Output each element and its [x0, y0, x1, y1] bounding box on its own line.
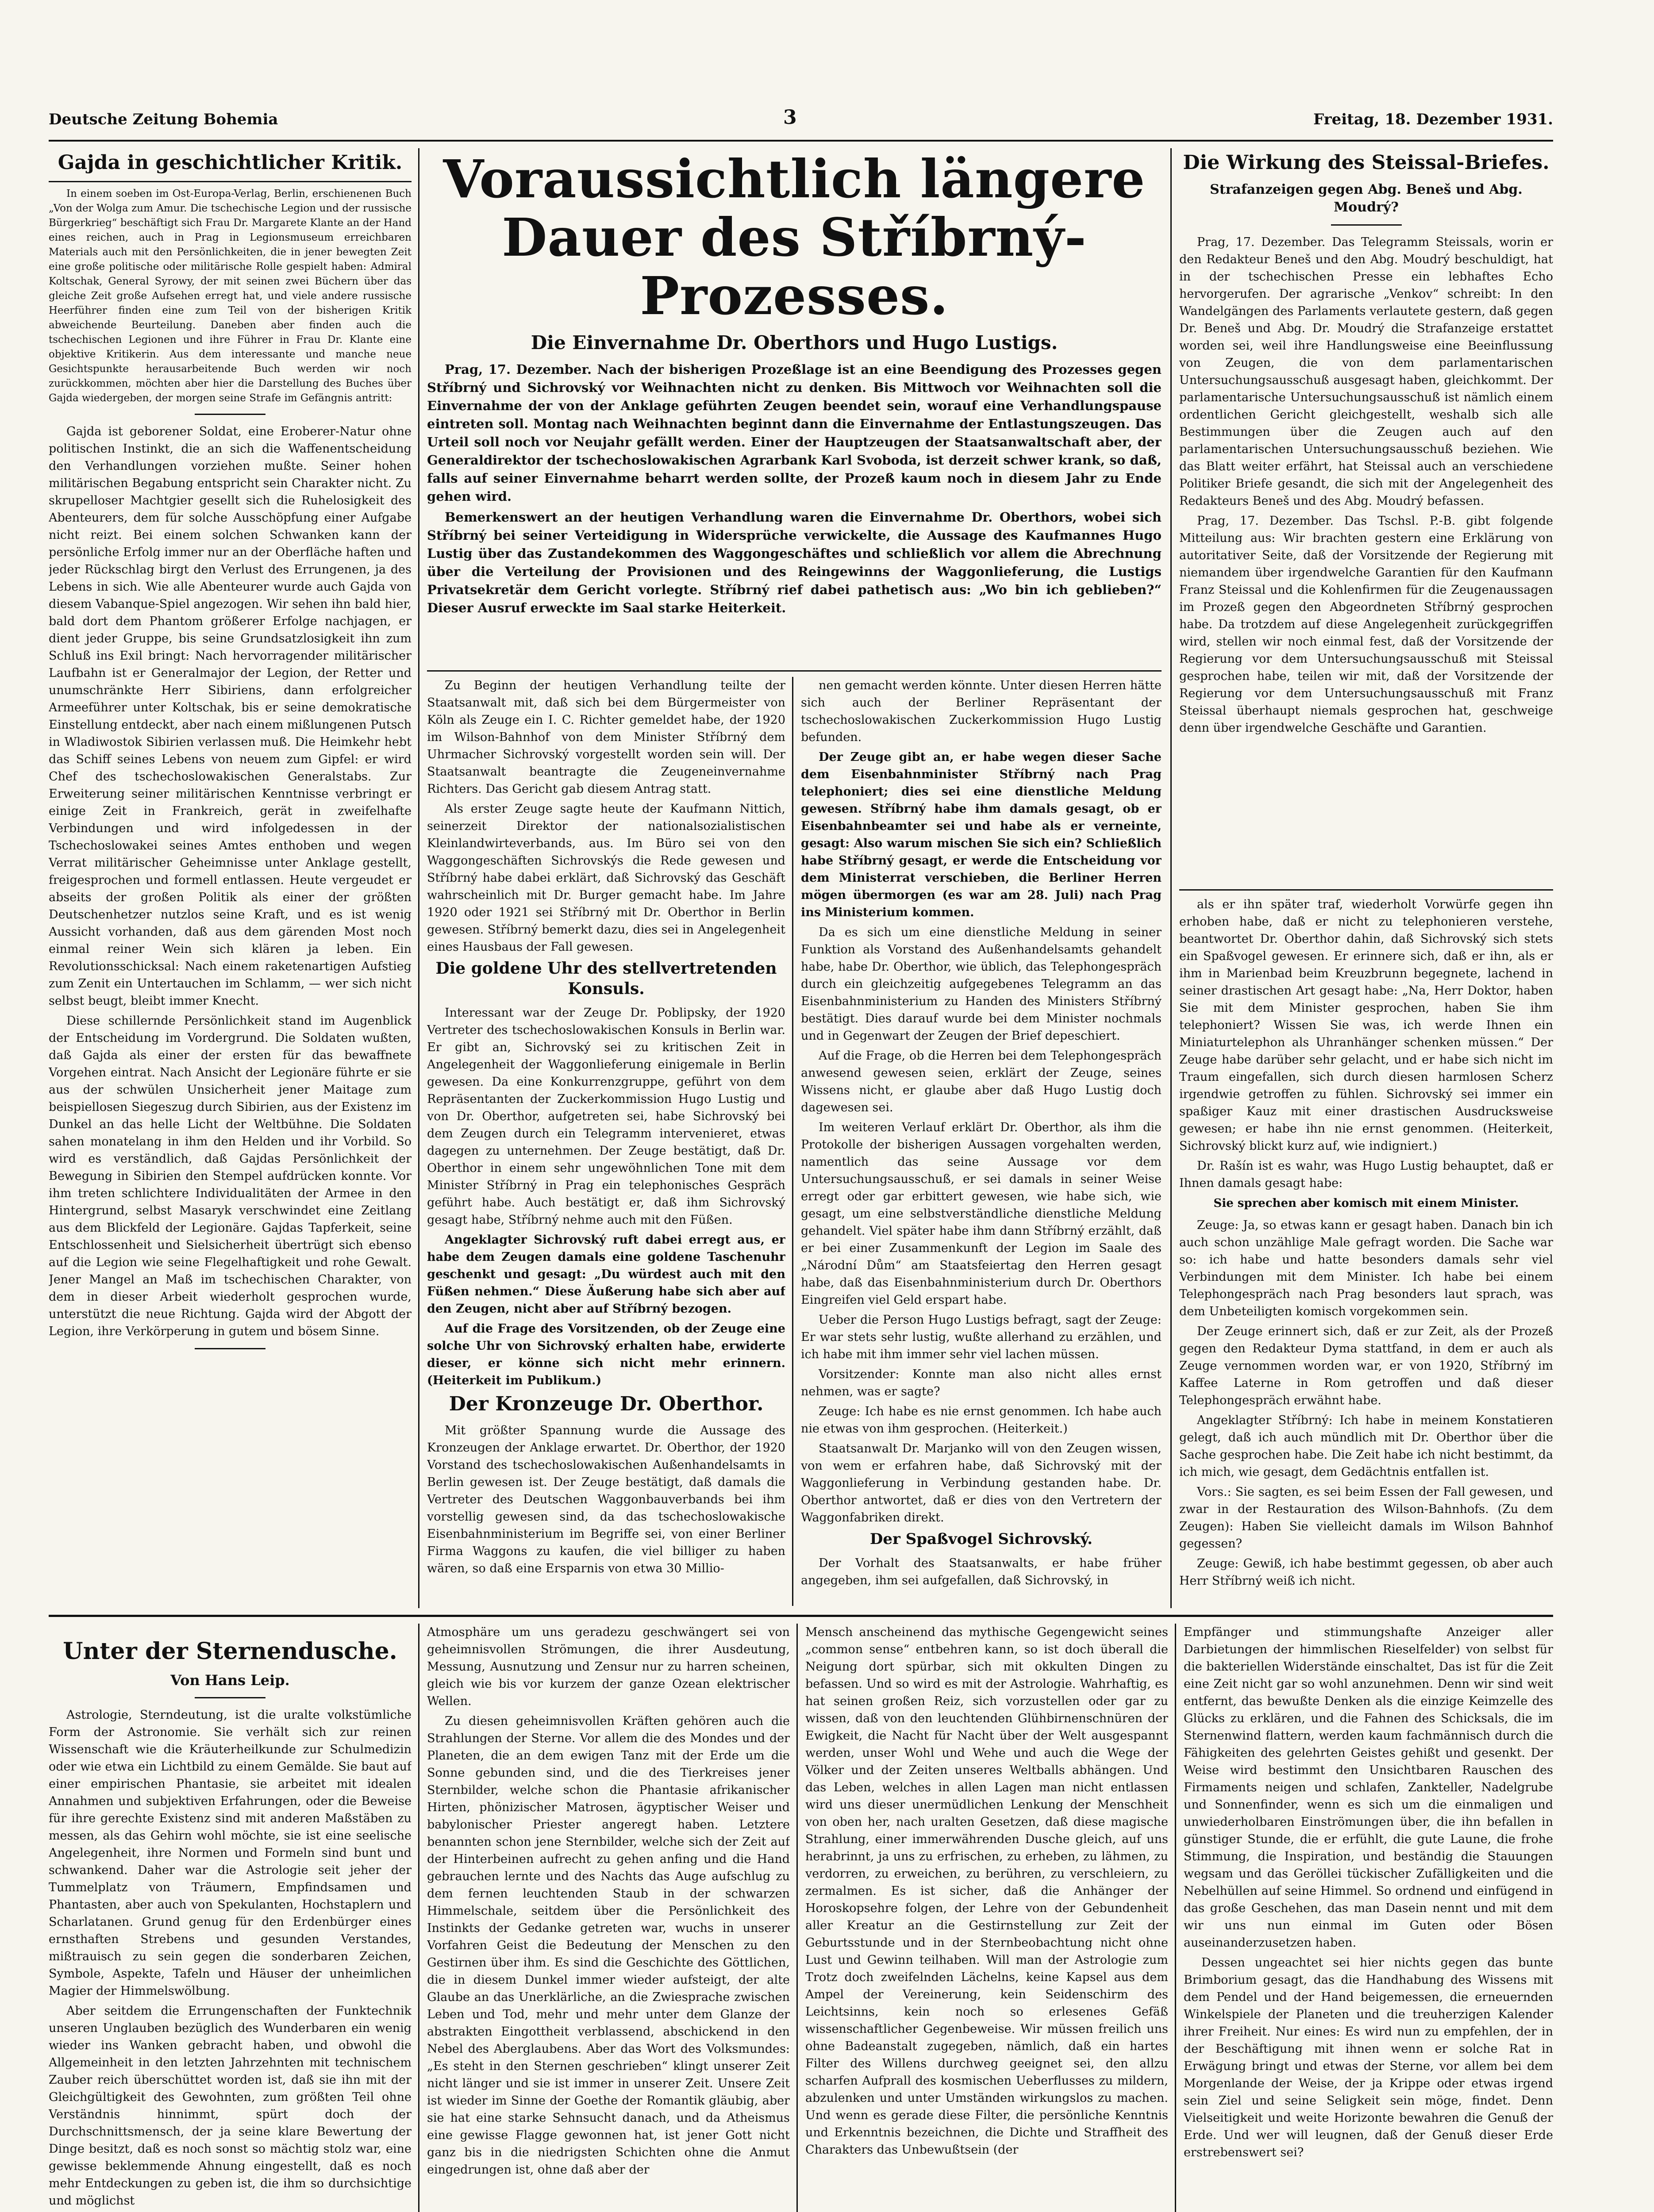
feuilleton-column-2	[427, 1624, 790, 2212]
divider	[1331, 224, 1402, 226]
article-paragraph: Auf die Frage des Vorsitzenden, ob der Zeuge eine solche Uhr von Sichrovský erhalten habe, erwiderte dieser, er könne sich nicht mehr erinnern. (Heiterkeit im Publikum.)	[427, 1322, 785, 1387]
feuilleton-title: Unter der Sternendusche.	[63, 1638, 397, 1665]
article-stribrny-subhead: Die Einvernahme Dr. Oberthors und Hugo Lustigs.	[531, 332, 1058, 353]
article-stribrny-lead-paragraph: Prag, 17. Dezember. Nach der bisherigen Prozeßlage ist an eine Beendigung des Prozesses gegen Stříbrný und Sichrovský vor Weihnachten nicht zu denken. Bis Mittwoch vor Weihnachten soll die Einvernahme der von der Anklage geführten Zeugen beendet sein, worauf eine Verhandlungspause eintreten soll. Montag nach Weihnachten beginnt dann die Einvernahme der Entlastungszeugen. Das Urteil soll noch vor Neujahr gefällt werden. Einer der Hauptzeugen der Staatsanwaltschaft aber, der Generaldirektor der tschechoslowakischen Agrarbank Karl Svoboda, ist derzeit schwer krank, so daß, falls auf seiner Einvernahme beharrt werden sollte, der Prozeß kaum noch in diesem Jahr zu Ende gehen wird.	[427, 362, 1162, 504]
section-heading-kronzeuge: Der Kronzeuge Dr. Oberthor.	[449, 1393, 764, 1415]
article-paragraph: Im weiteren Verlauf erklärt Dr. Oberthor, als ihm die Protokolle der bisherigen Aussagen vorgehalten werden, namentlich das seine Aussage vor dem Untersuchungsausschuß, er sei damals in seiner Weise erregt oder gar erbittert gewesen, wie habe sich, wie gesagt, um eine selbstverständliche dienstliche Meldung gehandelt. Viel später habe ihm dann Stříbrný erzählt, daß er bei einer Zusammenkunft der Legion im Saale des „Národní Dům“ am Staatsfeiertag den Herren gesagt habe, daß das Eisenbahnministerium durch Dr. Oberthors Eingreifen viel Geld erspart habe.	[801, 1121, 1162, 1307]
quote-line: Sie sprechen aber komisch mit einem Minister.	[1213, 1197, 1519, 1210]
column-rule	[418, 148, 419, 1608]
column-rule	[1170, 148, 1172, 1608]
feuilleton-paragraph: Aber seitdem die Errungenschaften der Funktechnik unseren Unglauben bezüglich des Wunderbaren ein wenig wieder ins Wanken gebracht haben, und obwohl die Allgemeinheit in den letzten Jahrzehnten mit technischem Zauber reich überschüttet worden ist, daß sie ihn mit der Gleichgültigkeit des Gewohnten, zum größten Teil ohne Verständnis hinnimmt, spürt doch der Durchschnittsmensch, der ja seine klare Bewertung der Dinge besitzt, daß es noch sonst so mächtig stolz war, eine gewisse beklemmende Ahnung eingestellt, daß es noch mehr Entdeckungen zu geben ist, die ihm so durchsichtige und möglichst	[49, 2004, 412, 2208]
feuilleton-byline: Von Hans Leip.	[170, 1672, 290, 1689]
section-heading-golden-watch: Die goldene Uhr des stellvertretenden Konsuls.	[435, 959, 777, 998]
article-stribrny-headline: Voraussichtlich längere Dauer des Stříbrný-Prozesses.	[443, 148, 1146, 326]
article-stribrny-col-a	[427, 677, 785, 1606]
feuilleton-paragraph: Zu diesen geheimnisvollen Kräften gehören auch die Strahlungen der Sterne. Vor allem die des Mondes und der Planeten, die an dem ewigen Tanz mit der Erde um die Sonne gebunden sind, und die des Tierkreises jener Sternbilder, welche schon die Phantasie afrikanischer Hirten, phönizischer Matrosen, ägyptischer Weiser und babylonischer Priester angeregt haben. Letztere benannten schon jene Sternbilder, welche sich der Zeit auf der Hinterbeinen aufrecht zu gehen anfing und die Hand gebrauchen lernte und des Nachts das Auge aufschlug zu dem fernen leuchtenden Staub in der schwarzen Himmelschale, seitdem über die Persönlichkeit des Instinkts der Gedanke getreten war, wuchs in unserer Vorfahren Geist die Bedeutung der Menschen zu den Gestirnen über ihm. Es sind die Geschichte des Göttlichen, die in diesem Dunkel immer wieder aufsteigt, der alte Glaube an das Unerklärliche, an die Zwiesprache zwischen Leben und Tod, mehr und mehr unter dem Glanze der abstrakten Eingottheit verblassend, abschickend in den Nebel des Aberglaubens. Aber das Wort des Volksmundes: „Es steht in den Sternen geschrieben“ klingt unserer Zeit nicht länger und sie ist immer in unserer Zeit. Unsere Zeit ist wieder im Sinne der Goethe der Romantik gläubig, aber sie hat eine starke Sehnsucht danach, und da Atheismus eine gewisse Flagge gewonnen hat, ist jener Gott nicht ganz bis in die niedrigsten Schichten ohne die Anmut eingedrungen ist, ohne daß aber der	[427, 1714, 790, 2177]
column-rule	[1175, 1624, 1176, 2212]
article-paragraph: Der Vorhalt des Staatsanwalts, er habe früher angegeben, ihm sei aufgefallen, daß Sichrovský, in	[801, 1556, 1162, 1587]
article-paragraph: Staatsanwalt Dr. Marjanko will von den Zeugen wissen, von wem er erfahren habe, daß Sichrovský mit der Waggonlieferung in Verbindung gestanden habe. Dr. Oberthor antwortet, daß er dies von den Vertretern der Waggonfabriken direkt.	[801, 1442, 1162, 1525]
article-paragraph: nen gemacht werden könnte. Unter diesen Herren hätte sich auch der Berliner Repräsentant der tschechoslowakischen Zuckerkommission Hugo Lustig befunden.	[801, 679, 1162, 744]
article-paragraph: Der Zeuge gibt an, er habe wegen dieser Sache dem Eisenbahnminister Stříbrný nach Prag telephoniert; dies sei eine dienstliche Meldung gewesen. Stříbrný habe ihm damals gesagt, ob er Eisenbahnbeamter sei und habe als er verneinte, gesagt: Also warum mischen Sie sich ein? Schließlich habe Stříbrný gesagt, er werde die Entscheidung vor dem Ministerrat verschieben, die Berliner Herren mögen übermorgen (es war am 28. Juli) nach Prag ins Ministerium kommen.	[801, 750, 1162, 919]
article-paragraph: Mit größter Spannung wurde die Aussage des Kronzeugen der Anklage erwartet. Dr. Oberthor, der 1920 Vorstand des tschechoslowakischen Außenhandelsamts in Berlin gewesen ist. Der Zeuge bestätigt, daß damals die Vertreter des Deutschen Waggonbauverbands bei ihm vorstellig gewesen sind, da das tschechoslowakische Eisenbahnministerium im Begriffe sei, von einer Berliner Firma Waggons zu kaufen, die viel billiger zu haben wären, so daß eine Ersparnis von etwa 30 Millio-	[427, 1424, 785, 1575]
article-paragraph: Zeuge: Ja, so etwas kann er gesagt haben. Danach bin ich auch schon unzählige Male gefragt worden. Die Sache war so: ich habe und hatte besonders damals sehr viel Verbindungen mit dem Minister. Ich habe bei einem Telephongespräch nach Prag besonders laut sprach, was dem Unbeteiligten komisch vorgekommen sein.	[1179, 1218, 1553, 1318]
feuilleton-column-4	[1184, 1624, 1553, 2212]
feuilleton-rule	[49, 1615, 1553, 1617]
divider	[49, 181, 412, 182]
article-paragraph: Prag, 17. Dezember. Das Tschsl. P.-B. gibt folgende Mitteilung aus: Wir brachten gestern eine Erklärung von autoritativer Seite, daß der Vorsitzende der Regierung mit niemandem über irgendwelche Garantien für den Kaufmann Franz Steissal und die Kohlenfirmen für die Zeugenaussagen im Prozeß gegen den Abgeordneten Stříbrný gesprochen habe. Da trotzdem auf diese Angelegenheit zurückgegriffen wird, stellen wir noch einmal fest, daß der Vorsitzende der Regierung vor dem Untersuchungsausschuß mit Steissal gesprochen habe, teilen wir mit, daß der Vorsitzende der Regierung vor dem Untersuchungsausschuß mit Franz Steissal überhaupt niemals gesprochen hat, geschweige denn über irgendwelche Geschäfte und Garantien.	[1179, 514, 1553, 735]
divider	[195, 1697, 265, 1698]
article-paragraph: Angeklagter Stříbrný: Ich habe in meinem Konstatieren gelegt, daß ich auch mündlich mit Dr. Oberthor über die Sache gesprochen habe. Die Zeit habe ich nicht bestimmt, da ich mich, wie gesagt, dem Gedächtnis entfallen ist.	[1179, 1413, 1553, 1479]
divider	[195, 1348, 265, 1349]
article-steissal-subhead: Strafanzeigen gegen Abg. Beneš und Abg. Moudrý?	[1210, 182, 1523, 215]
article-gajda-paragraph: Diese schillernde Persönlichkeit stand im Augenblick der Entscheidung im Vordergrund. Die Soldaten wußten, daß Gajda als einer der ersten für das bewaffnete Vorgehen eintrat. Nach Ansicht der Legionäre führte er sie aus der schwülen Unsicherheit jener Maitage zum beispiellosen Siegeszug durch Sibirien, aus der Existenz im Dunkel an das helle Licht der Weltbühne. Die Soldaten sahen monatelang in ihm den Helden und ihr Vorbild. So wird es verständlich, daß Gajdas Persönlichkeit der Bewegung in Sibirien den Stempel aufdrücken konnte. Vor ihm treten schlichtere Individualitäten der Armee in den Hintergrund, selbst Masaryk verschwindet eine Zeitlang aus dem Blickfeld der Legionäre. Gajdas Tapferkeit, seine Entschlossenheit und Sielsicherheit übertrügt sich ebenso auf die Legion wie seine Flegelhaftigkeit und rohe Gewalt. Jener Mangel an Maß im tschechischen Charakter, von dem in dieser Arbeit wiederholt gesprochen wurde, unterstützt die neue Richtung. Gajda wird der Abgott der Legion, ihre Verkörperung in gutem und bösem Sinne.	[49, 1014, 412, 1338]
article-paragraph: Zeuge: Gewiß, ich habe bestimmt gegessen, ob aber auch Herr Stříbrný weiß ich nicht.	[1179, 1557, 1553, 1588]
article-gajda-heading: Gajda in geschichtlicher Kritik.	[58, 151, 403, 174]
divider	[427, 670, 1162, 672]
section-heading-spassvogel: Der Spaßvogel Sichrovský.	[869, 1530, 1093, 1548]
column-rule	[418, 1624, 419, 2212]
column-rule	[792, 677, 793, 1606]
masthead-title: Deutsche Zeitung Bohemia	[49, 111, 278, 128]
article-gajda-paragraph: Gajda ist geborener Soldat, eine Eroberer-Natur ohne politischen Instinkt, die an sich die Waffenentscheidung den Verhandlungen vorziehen mußte. Seiner hohen militärischen Begabung entspricht sein Charakter nicht. Zu skrupelloser Machtgier gesellt sich die Ruhelosigkeit des Abenteurers, dem für solche Ausschöpfung einer Aufgabe nicht reizt. Bei einem solchen Schwanken kann der persönliche Erfolg immer nur an der Oberfläche haften und jeder Rückschlag birgt den Verlust des Errungenen, ja des Lebens in sich. Wie alle Abenteurer wurde auch Gajda von diesem Vabanque-Spiel angezogen. Wir sehen ihn bald hier, bald dort dem Phantom größerer Erfolge nachjagen, er dient jeder Gruppe, bis seine Grundsatzlosigkeit ihn zum Schluß ins Exil bringt: Nach hervorragender militärischer Laufbahn ist er Generalmajor der Legion, der Retter und unumschränkte Herr Sibiriens, dann erfolgreicher Armeeführer unter Koltschak, bis er seine demokratische Einstellung entdeckt, aber nach einem mißlungenen Putsch in Wladiwostok Sibirien verlassen muß. Die Heimkehr hebt das Schiff seines Lebens von neuem zum Gipfel: er wird Chef des tschechoslowakischen Generalstabs. Zur Erweiterung seiner militärischen Kenntnisse verbringt er einige Zeit in Frankreich, gerät in zweifelhafte Verbindungen und wird infolgedessen in der Tschechoslowakei seines Amtes enthoben und wegen Verrat militärischer Geheimnisse unter Anklage gestellt, freigesprochen und formell entlassen. Heute vergeudet er abseits der großen Politik als einer der größten Deutschenhetzer nutzlos seine Kraft, und es ist wenig Aussicht vorhanden, daß aus dem gärenden Most noch einmal reiner Wein sich klären ja leben. Ein Revolutionsschicksal: Nach einem raketenartigen Aufstieg zum Zenit ein Untertauchen im Schlamm, — wer sich nicht selbst beugt, bleibt immer Knecht.	[49, 425, 412, 1008]
article-paragraph: Interessant war der Zeuge Dr. Poblipsky, der 1920 Vertreter des tschechoslowakischen Konsuls in Berlin war. Er gibt an, Sichrovský sei zu kritischen Zeit in Angelegenheit der Waggonlieferung einigemale in Berlin gewesen. Da eine Konkurrenzgruppe, geführt von dem Repräsentanten der Zuckerkommission Hugo Lustig und von Dr. Oberthor, aufgetreten sei, habe Sichrovský bei dem Zeugen durch ein Telegramm intervenieret, etwas dagegen zu unternehmen. Der Zeuge bestätigt, daß Dr. Oberthor in einem sehr ungewöhnlichen Tone mit dem Minister Stříbrný in Prag ein telephonisches Gespräch geführt habe. Auch bestätigt er, daß ihm Sichrovský gesagt habe, Stříbrný nehme auch mit den Füßen.	[427, 1006, 785, 1227]
article-paragraph: Da es sich um eine dienstliche Meldung in seiner Funktion als Vorstand des Außenhandelsamts gehandelt habe, habe Dr. Oberthor, wie üblich, das Telephongespräch durch ein gleichzeitig aufgegebenes Telegramm an das Eisenbahnministerium zu Handen des Ministers Stříbrný bestätigt. Dies darauf wurde bei dem Minister nochmals und in Gegenwart der Zeugen der Brief depeschiert.	[801, 926, 1162, 1043]
masthead	[49, 106, 1553, 137]
article-paragraph: Als erster Zeuge sagte heute der Kaufmann Nittich, seinerzeit Direktor der nationalsozialistischen Kleinlandwirteverbands, aus. Im Büro sei von den Waggongeschäften Sichrovskýs die Rede gewesen und Stříbrný habe dabei erklärt, daß Sichrovský das Geschäft wahrscheinlich mit Dr. Burger gemacht habe. Im Jahre 1920 oder 1921 sei Stříbrný mit Dr. Oberthor in Berlin gewesen. Stříbrný bemerkt dazu, dies sei in Angelegenheit eines Hausbaus der Fall gewesen.	[427, 802, 785, 954]
feuilleton-column-3	[805, 1624, 1168, 2212]
column-rule	[796, 1624, 798, 2212]
feuilleton-paragraph: Astrologie, Sterndeutung, ist die uralte volkstümliche Form der Astronomie. Sie verhält sich zur reinen Wissenschaft wie die Kräuterheilkunde zur Schulmedizin oder wie etwa ein Lichtbild zu einem Gemälde. Sie baut auf einer empirischen Phantasie, sie arbeitet mit idealen Annahmen und subjektiven Erfahrungen, oder die Beweise für ihre gerechte Existenz sind mit anderen Maßstäben zu messen, als das Gehirn wohl möchte, sie ist eine seelische Angelegenheit, ihre Normen und Formeln sind bunt und schwankend. Daher war die Astrologie seit jeher der Tummelplatz von Träumern, Empfindsamen und Phantasten, aber auch von Spekulanten, Hochstaplern und Scharlatanen. Grund genug für den Erdenbürger eines ernsthaften Strebens und gesunden Verstandes, mißtrauisch zu sein gegen die sonderbaren Zeichen, Symbole, Aspekte, Tafeln und Häuser der unheimlichen Magier der Himmelswölbung.	[49, 1708, 412, 1998]
masthead-date: Freitag, 18. Dezember 1931.	[1313, 111, 1553, 128]
article-paragraph: Dr. Rašín ist es wahr, was Hugo Lustig behauptet, daß er Ihnen damals gesagt habe:	[1179, 1159, 1553, 1190]
article-gajda	[49, 148, 412, 1590]
article-paragraph: Der Zeuge erinnert sich, daß er zur Zeit, als der Prozeß gegen den Redakteur Dyma stattfand, in dem er auch als Zeuge vernommen worden war, er von 1920, Stříbrný im Kaffee Laterne in Rom getroffen und daß dieser Telephongespräch erwähnt habe.	[1179, 1325, 1553, 1407]
feuilleton-paragraph: Empfänger und stimmungshafte Anzeiger aller Darbietungen der himmlischen Rieselfelder) von selbst für die bakteriellen Widerstände einschaltet, Das ist für die Zeit eine Zeit nicht gar so wohl anzunehmen. Denn wir sind weit entfernt, das bewußte Denken als die einzige Keimzelle des Glücks zu erklären, und die Fahnen des Schicksals, die im Sternenwind flattern, werden kaum fachmännisch durch die Fähigkeiten des gelehrten Geistes gehißt und gesenkt. Der Weise wird bestimmt den Unsichtbaren Rauschen des Firmaments neigen und schlafen, Zankteller, Nadelgrube und Sonnenfinder, wenn es sich um die einmaligen und unwiederholbaren Einströmungen über, die ihn befallen in günstiger Stunde, die er erfühlt, die gute Laune, die frohe Stimmung, die Inspiration, und beständig die Stauungen wegsam und das Geröllei tückischer Zufälligkeiten und die Nebelhüllen auf seine Himmel. So ordnend und einfügend in das große Geschehen, das man Dasein nennt und mit dem wir uns nun einmal im Guten oder Bösen auseinanderzusetzen haben.	[1184, 1625, 1553, 1950]
article-paragraph: Vors.: Sie sagten, es sei beim Essen der Fall gewesen, und zwar in der Restauration des Wilson-Bahnhofs. (Zu dem Zeugen): Haben Sie vielleicht damals im Wilson Bahnhof gegessen?	[1179, 1485, 1553, 1551]
page-number: 3	[783, 106, 797, 129]
article-paragraph: Vorsitzender: Konnte man also nicht alles ernst nehmen, was er sagte?	[801, 1367, 1162, 1398]
article-paragraph: Auf die Frage, ob die Herren bei dem Telephongespräch anwesend gewesen seien, erklärt der Zeuge, seines Wissens nicht, er glaube aber daß Hugo Lustig doch dagewesen sei.	[801, 1049, 1162, 1114]
article-stribrny-lead-paragraph: Bemerkenswert an der heutigen Verhandlung waren die Einvernahme Dr. Oberthors, wobei sich Stříbrný bei seiner Verteidigung in Widersprüche verwickelte, die Aussage des Kaufmannes Hugo Lustig über das Zustandekommen des Waggongeschäftes und schließlich vor allem die Abrechnung über die Verteilung der Provisionen und des Reingewinns der Waggonlieferung, die Lustigs Privatsekretär dem Gericht vorlegte. Stříbrný rief dabei pathetisch aus: „Wo bin ich geblieben?“ Dieser Ausruf erweckte im Saal starke Heiterkeit.	[427, 510, 1162, 615]
divider	[1179, 889, 1553, 891]
article-paragraph: als er ihn später traf, wiederholt Vorwürfe gegen ihn erhoben habe, daß er nicht zu telephonieren verstehe, beantwortet Dr. Oberthor dahin, daß Sichrovský sich stets ein Spaßvogel gewesen. Er erinnere sich, daß er ihn, als er ihm in Marienbad beim Kreuzbrunn begegnete, lachend in seiner drastischen Art gesagt habe: „Na, Herr Doktor, haben Sie mit dem Minister gesprochen, haben Sie ihm telephoniert? Wissen Sie was, ich werde Ihnen ein Miniaturtelephon als Uhranhänger schenken müssen.“ Der Zeuge habe darüber sehr gelacht, und er habe sich nicht im Traum eingefallen, sich durch diesen harmlosen Scherz irgendwie getroffen zu fühlen. Sichrovský sei immer ein spaßiger Kauz mit einer drastischen Ausdrucksweise gewesen; er habe ihn nie ernst genommen. (Heiterkeit, Sichrovský blickt kurz auf, wie indigniert.)	[1179, 898, 1553, 1153]
article-steissal-heading: Die Wirkung des Steissal-Briefes.	[1183, 151, 1550, 174]
feuilleton-paragraph: Dessen ungeachtet sei hier nichts gegen das bunte Brimborium gesagt, das die Handhabung des Wissens mit dem Pendel und der Hand beigemessen, die erneuernden Winkelspiele der Planeten und die treuherzigen Kalender ihrer Freiheit. Nur eines: Es wird nun zu empfehlen, der in der Beschäftigung mit ihnen wenn er solche Rat in Erwägung bringt und etwas der Sterne, vor allem bei dem Morgenlande der Weise, der ja Krippe oder etwas irgend sein Ziel und seine Seligkeit sein möge, findet. Denn Vielseitigkeit und weite Horizonte bewahren die Genuß der Erde. Und wer will leugnen, daß der Genuß dieser Erde erstrebenswert sei?	[1184, 1956, 1553, 2159]
article-paragraph: Angeklagter Sichrovský ruft dabei erregt aus, er habe dem Zeugen damals eine goldene Taschenuhr geschenkt und gesagt: „Du würdest auch mit den Füßen nehmen.“ Diese Äußerung habe sich aber auf den Zeugen, nicht aber auf Stříbrný bezogen.	[427, 1233, 785, 1316]
feuilleton-paragraph: Atmosphäre um uns geradezu geschwängert sei von geheimnisvollen Strömungen, die ihrer Ausdeutung, Messung, Ausnutzung und Zensur nur zu harren scheinen, gleich wie bis vor kurzem der ganze Ozean elektrischer Wellen.	[427, 1625, 790, 1708]
article-paragraph: Prag, 17. Dezember. Das Telegramm Steissals, worin er den Redakteur Beneš und den Abg. Moudrý beschuldigt, hat in der tschechischen Presse ein lebhaftes Echo hervorgerufen. Der agrarische „Venkov“ schreibt: In den Wandelgängen des Parlaments verlautete gestern, daß gegen Dr. Beneš und Abg. Dr. Moudrý die Strafanzeige erstattet worden sei, weil ihre Handlungsweise eine Beeinflussung von Zeugen, die von dem parlamentarischen Untersuchungsausschuß ausgesagt haben, gleichkommt. Der parlamentarische Untersuchungsausschuß ist nämlich einem ordentlichen Gericht gleichgestellt, weshalb sich alle Bestimmungen über die Zeugen auch auf den parlamentarischen Untersuchungsausschuß beziehen. Wie das Blatt weiter erfährt, hat Steissal auch an verschiedene Politiker Briefe gesandt, die sich mit der Angelegenheit des Redakteurs Beneš und des Abg. Moudrý befassen.	[1179, 235, 1553, 508]
article-steissal	[1179, 148, 1553, 883]
article-stribrny-lead	[427, 148, 1162, 666]
divider	[195, 414, 265, 415]
article-gajda-intro: In einem soeben im Ost-Europa-Verlag, Berlin, erschienenen Buch „Von der Wolga zum Amur. Die tschechische Legion und der russische Bürgerkrieg“ beschäftigt sich Frau Dr. Margarete Klante an der Hand eines reichen, auch in Prag in Legionsmuseum erreichbaren Materials auch mit den Persönlichkeiten, die in jener bewegten Zeit eine große politische oder militärische Rolle gespielt haben: Admiral Koltschak, General Syrowy, der mit seinen zwei Büchern über das gleiche Zeit große Aufsehen erregt hat, und viele andere russische Heerführer finden eine zum Teil von der bisherigen Kritik abweichende Beurteilung. Daneben aber finden auch die tschechischen Legionen und ihre Führer in Frau Dr. Klante eine objektive Kritikerin. Aus dem interessante und manche neue Gesichtspunkte herausarbeitende Buch werden wir noch zurückkommen, möchten aber hier die Darstellung des Buches über Gajda wiedergeben, der morgen seine Strafe im Gefängnis antritt:	[49, 188, 412, 404]
article-paragraph: Zu Beginn der heutigen Verhandlung teilte der Staatsanwalt mit, daß sich bei dem Bürgermeister von Köln als Zeuge ein I. C. Richter gemeldet habe, der 1920 im Wilson-Bahnhof von dem Minister Stříbrný dem Uhrmacher Sichrovský vorgestellt worden sein will. Der Staatsanwalt beantragte die Zeugeneinvernahme Richters. Das Gericht gab diesem Antrag statt.	[427, 679, 785, 796]
feuilleton-paragraph: Mensch anscheinend das mythische Gegengewicht seines „common sense“ entbehren kann, so ist doch überall die Neigung dort spürbar, sich mit okkulten Dingen zu befassen. Und so wird es mit der Astrologie. Wahrhaftig, es hat seinen großen Reiz, sich vorzustellen oder gar zu wissen, daß von den leuchtenden Glühbirnenschnüren der Ewigkeit, die Nacht für Nacht über der Welt ausgespannt werden, unser Wohl und Wehe und auch die Wege der Völker und der Zeiten unseres Weltballs abhängen. Und das Leben, welches in allen Lagen man nicht entlassen wird uns dieser unermüdlichen Lenkung der Menschheit von oben her, nach uralten Gesetzen, daß diese magische Strahlung, einer immerwährenden Dusche gleich, auf uns herabrinnt, ja uns zu erfrischen, zu erheben, zu lähmen, zu verdorren, zu erweichen, zu berühren, zu verschleiern, zu zermalmen. Es ist sicher, daß die Anhänger der Horoskopsehre folgen, der Lehre von der Gebundenheit aller Kreatur an die Gestirnstellung zur Zeit der Geburtsstunde und in der Sternbeobachtung nicht ohne Lust und Gewinn teilhaben. Will man der Astrologie zum Trotz doch zweifelnden Lächelns, keine Kapsel aus dem Ampel der Vereinerung, kein Seidenschirm des Leichtsinns, kein noch so erlesenes Gefäß wissenschaftlicher Gegenbeweise. Wir müssen freilich uns ohne Badeanstalt zugegeben, nämlich, daß ein hartes Filter des Willens durchweg geeignet sei, den allzu scharfen Aufprall des kosmischen Ueberflusses zu mildern, abzulenken und unter Umständen wirkungslos zu machen. Und wenn es gerade diese Filter, die persönliche Kenntnis und Erkenntnis bezeichnen, die Dichte und Straffheit des Charakters das Unbewußtsein (der	[805, 1625, 1168, 2157]
article-stribrny-col-c	[1179, 896, 1553, 1608]
article-paragraph: Ueber die Person Hugo Lustigs befragt, sagt der Zeuge: Er war stets sehr lustig, wußte allerhand zu erzählen, und ich habe mit ihm immer sehr viel lachen müssen.	[801, 1313, 1162, 1361]
masthead-rule	[49, 140, 1553, 142]
article-paragraph: Zeuge: Ich habe es nie ernst genommen. Ich habe auch nie etwas von ihm gesprochen. (Heiterkeit.)	[801, 1405, 1162, 1436]
feuilleton-column-1	[49, 1624, 412, 2212]
article-stribrny-col-b	[801, 677, 1162, 1606]
